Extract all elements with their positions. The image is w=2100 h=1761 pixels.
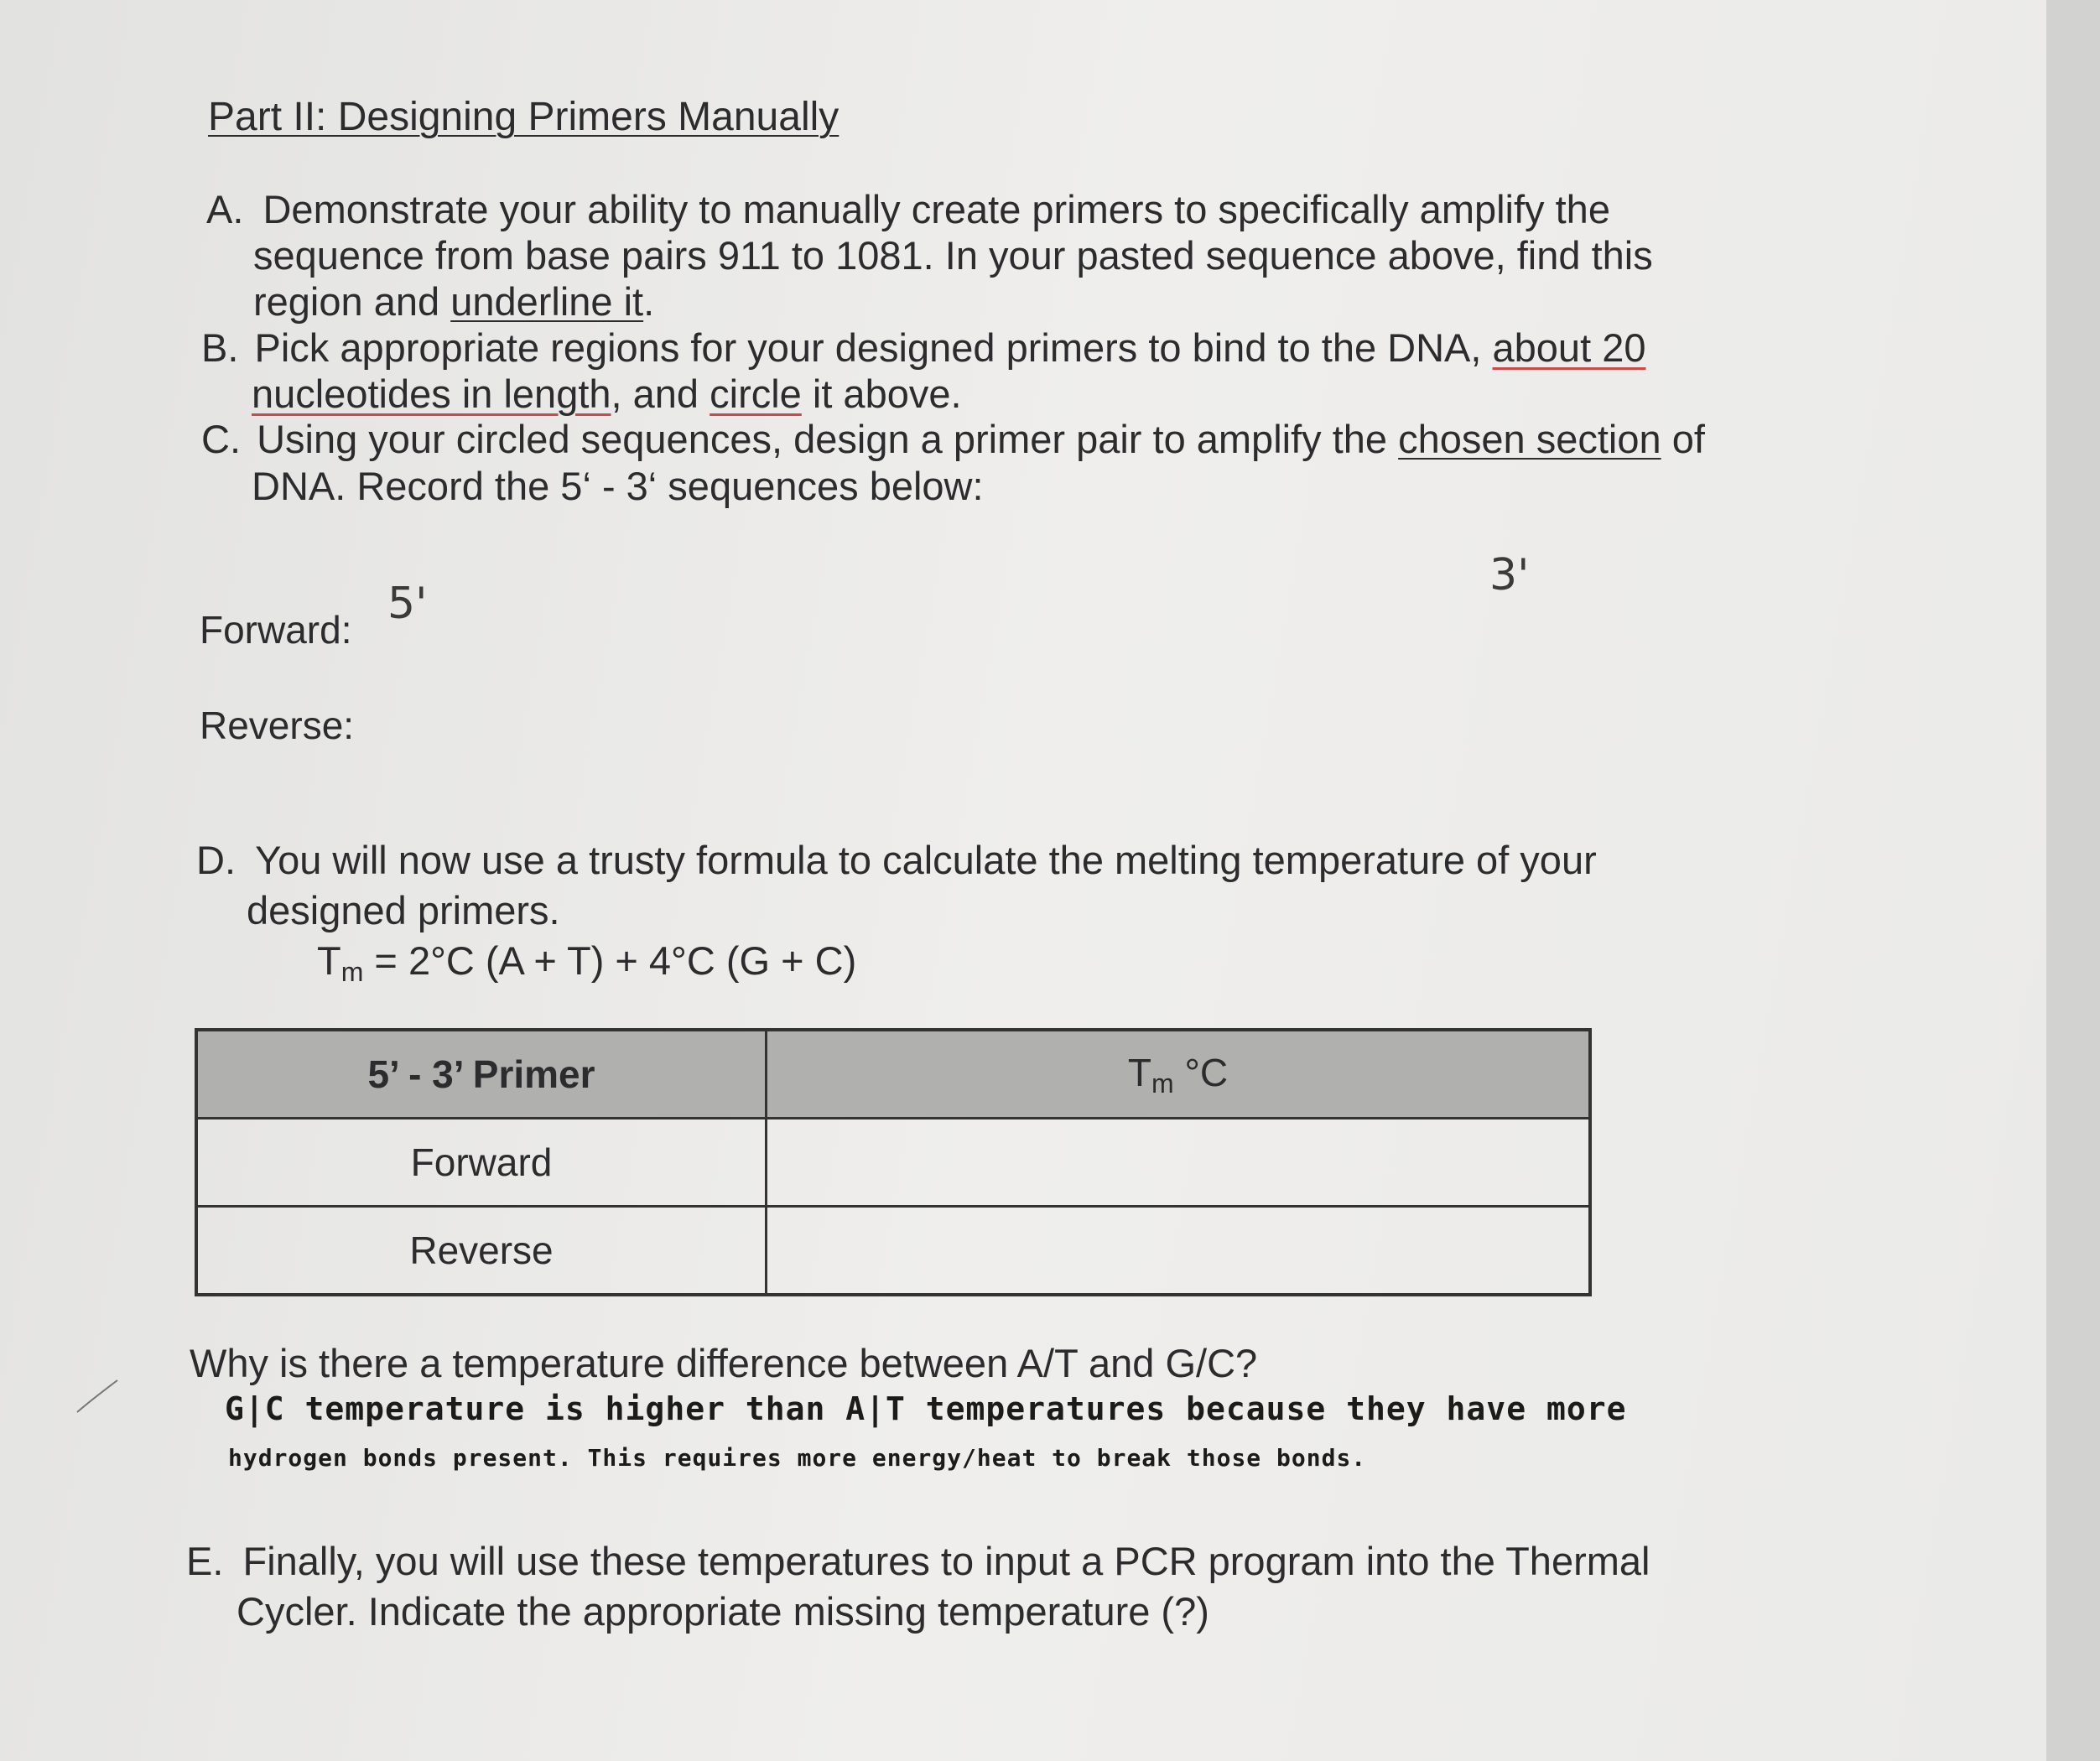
formula-subscript: m bbox=[340, 957, 364, 987]
table-row bbox=[196, 1207, 1590, 1296]
handwritten-answer-line1: G|C temperature is higher than A|T temperatures because they have more bbox=[225, 1390, 1627, 1427]
header-tm-unit: °C bbox=[1173, 1050, 1229, 1094]
item-a-letter: A. bbox=[206, 187, 244, 231]
item-a-line2: sequence from base pairs 911 to 1081. In your pasted sequence above, find this bbox=[253, 233, 1653, 278]
nucleotides-length-text: nucleotides in length bbox=[252, 371, 611, 416]
handwritten-3-prime: 3' bbox=[1489, 550, 1530, 600]
section-title: Part II: Designing Primers Manually bbox=[208, 95, 839, 139]
header-tm-subscript: m bbox=[1151, 1068, 1174, 1099]
item-b bbox=[201, 325, 1645, 371]
item-a-line3-text: region and bbox=[253, 279, 451, 324]
header-tm-t: T bbox=[1127, 1050, 1152, 1094]
item-a-line3 bbox=[253, 278, 654, 325]
item-c bbox=[201, 416, 1705, 462]
forward-label: Forward: bbox=[200, 608, 352, 652]
item-e bbox=[186, 1538, 1650, 1584]
formula-expression: = 2°C (A + T) + 4°C (G + C) bbox=[363, 938, 857, 983]
header-tm bbox=[767, 1030, 1591, 1119]
row-reverse-tm[interactable] bbox=[767, 1207, 1591, 1296]
row-forward-primer: Forward bbox=[196, 1119, 767, 1207]
item-e-letter: E. bbox=[186, 1539, 224, 1583]
item-c-line1-end: of bbox=[1661, 417, 1705, 461]
item-b-line2 bbox=[252, 371, 962, 417]
row-reverse-primer: Reverse bbox=[196, 1207, 767, 1296]
item-d-line1: You will now use a trusty formula to calculate the melting temperature of your bbox=[255, 838, 1597, 882]
circle-text: circle bbox=[710, 371, 802, 416]
handwritten-answer-line2: hydrogen bonds present. This requires more energy/heat to break those bonds. bbox=[228, 1444, 1367, 1472]
question-text: Why is there a temperature difference between A/T and G/C? bbox=[190, 1341, 1258, 1385]
item-b-line2-end: it above. bbox=[801, 371, 962, 416]
about-20-text: about 20 bbox=[1492, 325, 1646, 370]
pencil-check-mark-icon bbox=[74, 1375, 124, 1417]
item-d-letter: D. bbox=[196, 838, 236, 882]
chosen-section-text: chosen section bbox=[1398, 417, 1661, 461]
item-d bbox=[196, 837, 1597, 883]
item-b-line2-mid: , and bbox=[611, 371, 710, 416]
row-forward-tm[interactable] bbox=[767, 1119, 1591, 1207]
item-a-line1: Demonstrate your ability to manually create primers to specifically amplify the bbox=[262, 187, 1610, 231]
reverse-label: Reverse: bbox=[200, 704, 355, 747]
item-d-line2: designed primers. bbox=[247, 888, 560, 932]
item-b-line1: Pick appropriate regions for your designed primers to bind to the DNA, bbox=[254, 325, 1493, 370]
item-a bbox=[206, 186, 1610, 232]
item-c-line1: Using your circled sequences, design a primer pair to amplify the bbox=[257, 417, 1399, 461]
table-row bbox=[196, 1119, 1590, 1207]
underline-it-text: underline it bbox=[450, 279, 644, 324]
item-e-line1: Finally, you will use these temperatures to input a PCR program into the Thermal bbox=[242, 1539, 1650, 1583]
page-edge-shadow bbox=[2046, 0, 2100, 1761]
item-c-line2: DNA. Record the 5‘ - 3‘ sequences below: bbox=[252, 464, 984, 508]
melting-temperature-table bbox=[195, 1028, 1592, 1296]
item-c-letter: C. bbox=[201, 417, 241, 461]
item-a-line3-end: . bbox=[643, 279, 655, 324]
handwritten-5-prime: 5' bbox=[387, 579, 428, 629]
tm-formula bbox=[317, 938, 856, 988]
table-header-row bbox=[196, 1030, 1590, 1119]
item-b-letter: B. bbox=[201, 325, 239, 370]
item-e-line2: Cycler. Indicate the appropriate missing temperature (?) bbox=[237, 1589, 1209, 1634]
header-primer: 5’ - 3’ Primer bbox=[196, 1030, 767, 1119]
formula-t: T bbox=[317, 938, 341, 983]
